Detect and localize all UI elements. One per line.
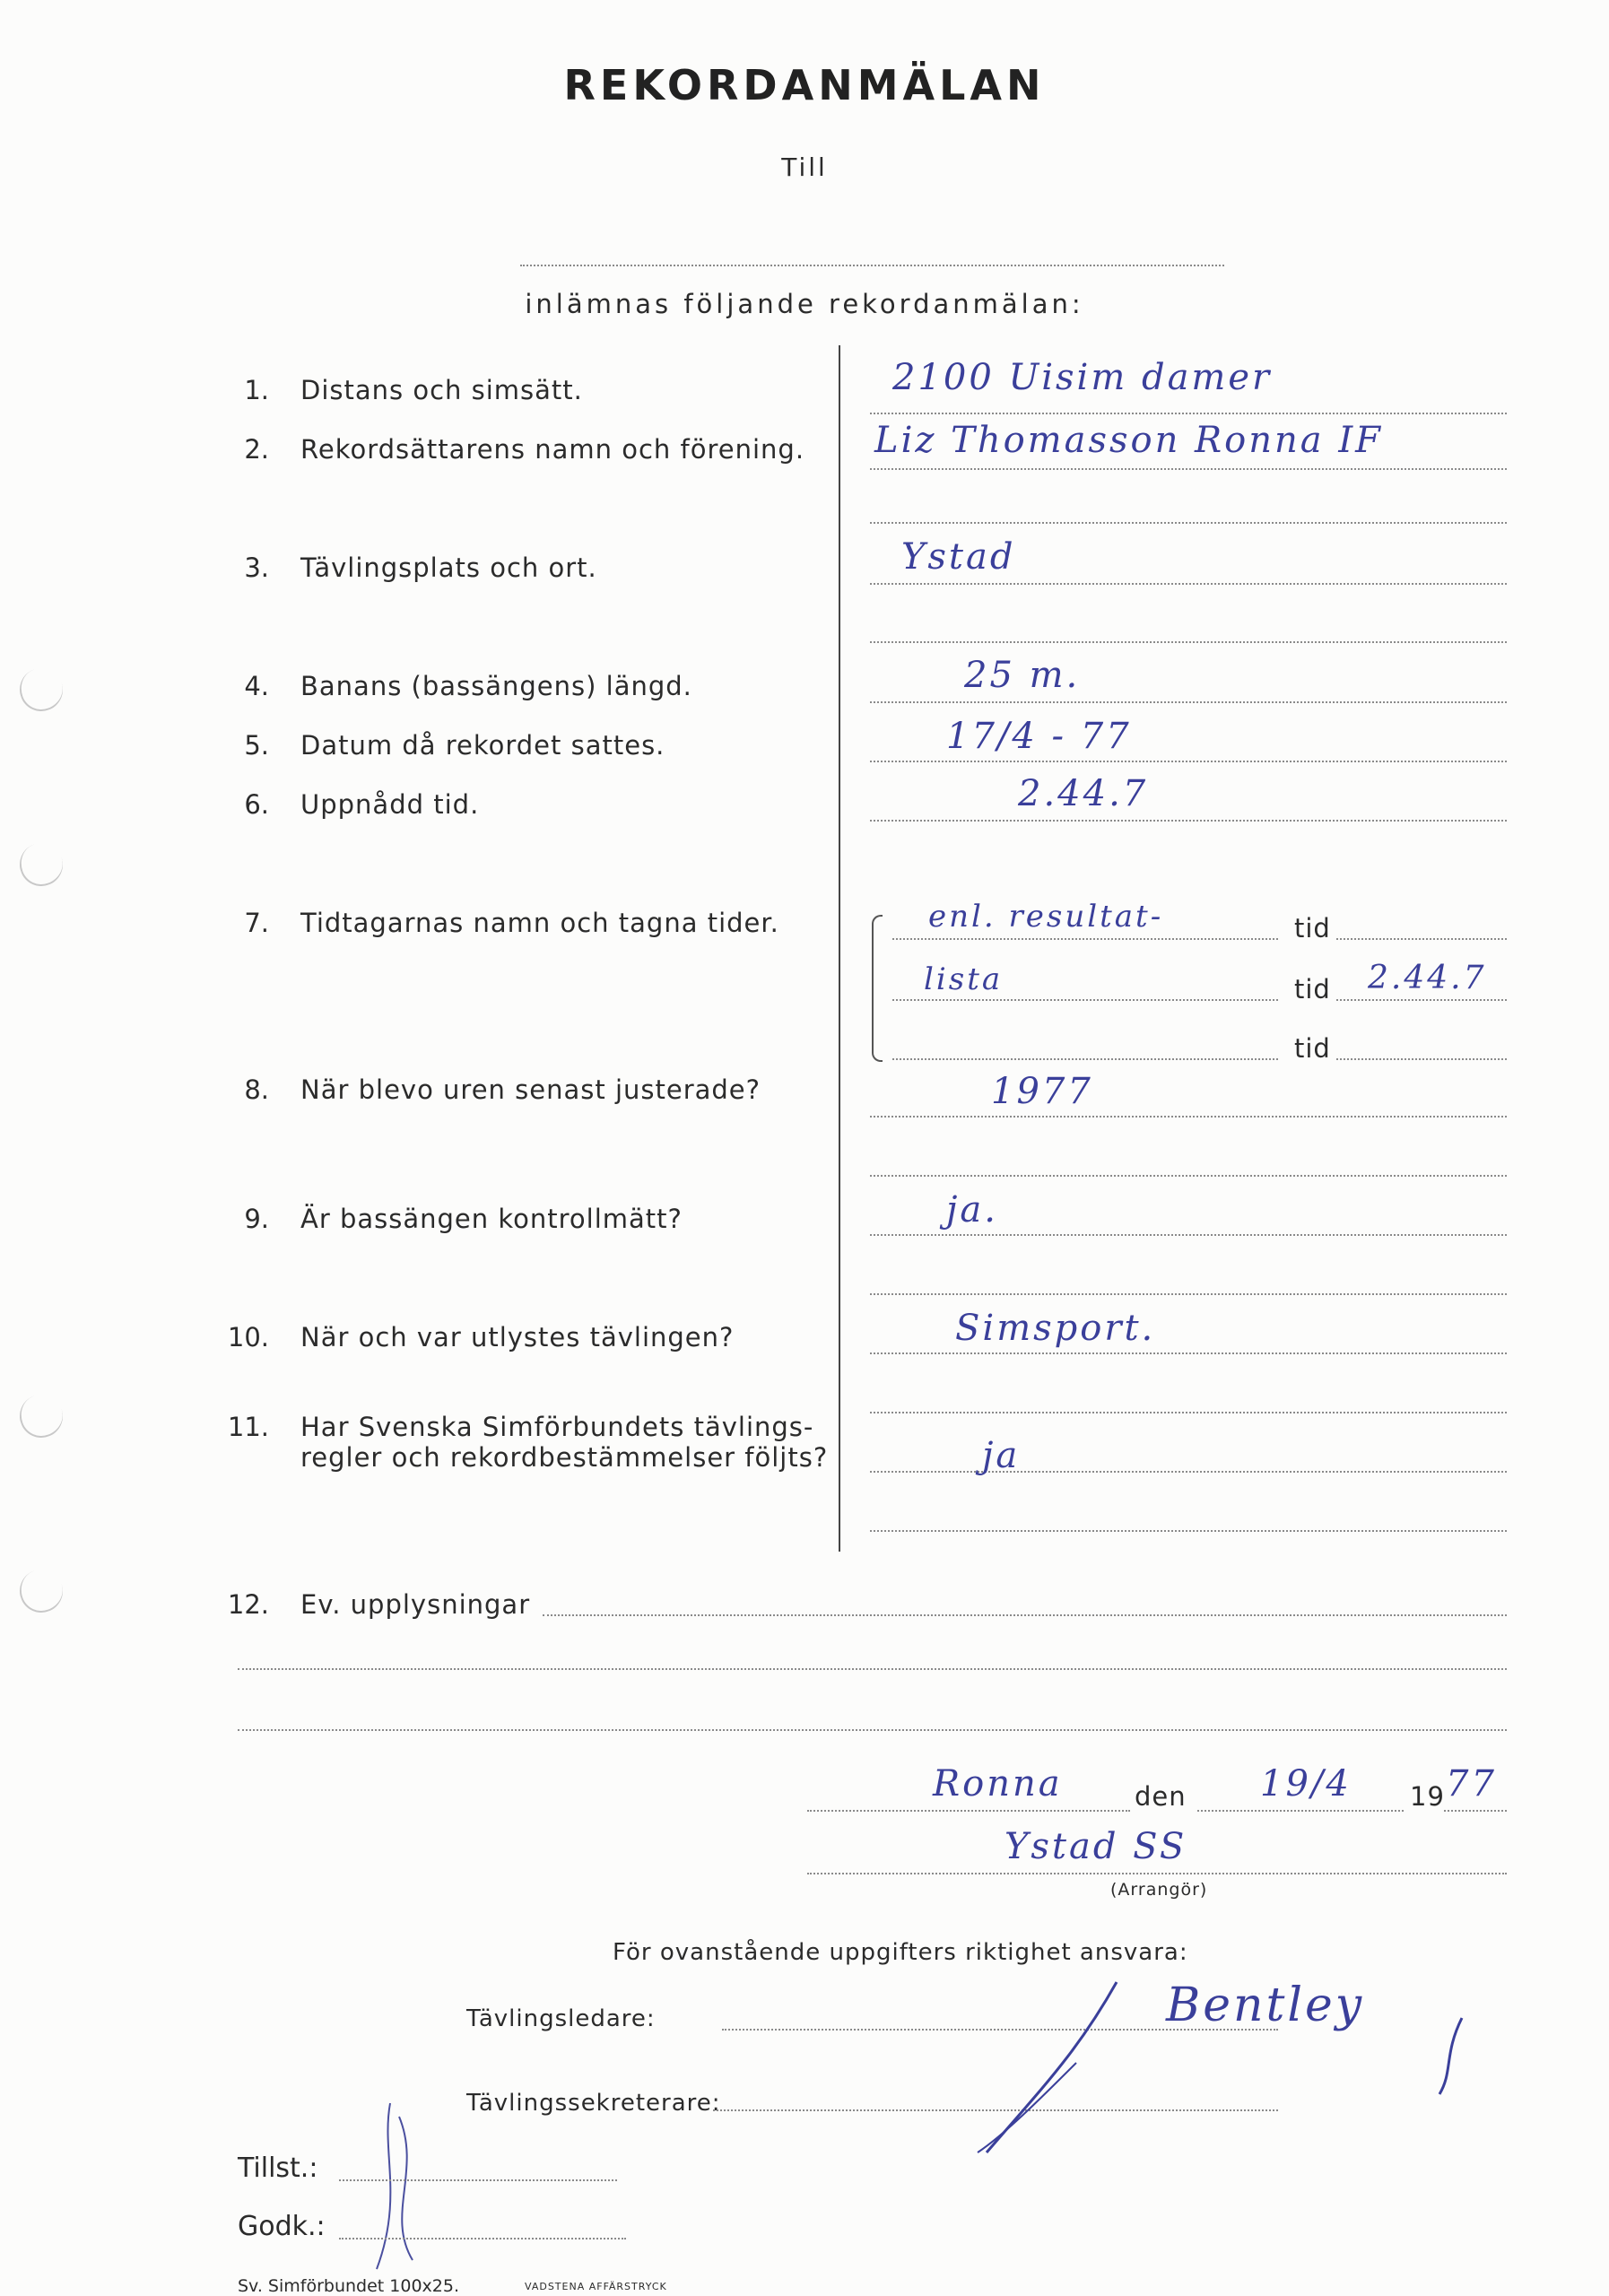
den-label: den	[1135, 1781, 1187, 1812]
question-text: Banans (bassängens) längd.	[300, 671, 692, 701]
organizer-label: (Arrangör)	[1110, 1880, 1208, 1900]
answer-swimmer: Liz Thomasson Ronna IF	[874, 420, 1383, 461]
question-number: 9.	[244, 1204, 269, 1234]
answer-distance: 2100 Uisim damer	[892, 357, 1273, 398]
timer-time: 2.44.7	[1368, 960, 1487, 996]
question-text-cont: regler och rekordbestämmelser följts?	[300, 1442, 829, 1473]
answer-date: 17/4 - 77	[946, 716, 1132, 757]
question-text: Har Svenska Simförbundets tävlings-	[300, 1412, 814, 1442]
question-text: Tidtagarnas namn och tagna tider.	[300, 908, 779, 938]
timer-tid-label: tid	[1294, 1033, 1331, 1064]
timer-name: lista	[924, 961, 1004, 997]
signing-year: 77	[1446, 1763, 1497, 1805]
form-identifier: Sv. Simförbundet 100x25.	[238, 2276, 459, 2296]
question-text: Tävlingsplats och ort.	[300, 552, 597, 583]
answer-time: 2.44.7	[1018, 773, 1149, 814]
answer-pool-length: 25 m.	[964, 655, 1081, 696]
signing-date: 19/4	[1260, 1763, 1352, 1805]
tillst-line[interactable]	[339, 2179, 617, 2181]
leader-label: Tävlingsledare:	[466, 2005, 656, 2032]
question-number: 3.	[244, 552, 269, 583]
timer-name: enl. resultat-	[928, 899, 1164, 935]
answer-venue: Ystad	[901, 536, 1016, 578]
godk-line[interactable]	[339, 2238, 626, 2239]
question-number: 12.	[227, 1589, 269, 1620]
question-number: 2.	[244, 434, 269, 465]
question-text: Rekordsättarens namn och förening.	[300, 434, 805, 465]
answer-rules-followed: ja	[982, 1435, 1021, 1476]
printer-name: VADSTENA AFFÄRSTRYCK	[525, 2281, 667, 2292]
leader-signature: Bentley	[1166, 1979, 1365, 2032]
responsibility-intro: För ovanstående uppgifters riktighet ansvara:	[613, 1939, 1188, 1966]
question-text: Är bassängen kontrollmätt?	[300, 1204, 683, 1234]
question-text: Distans och simsätt.	[300, 375, 583, 405]
question-text: Ev. upplysningar	[300, 1589, 531, 1620]
question-number: 4.	[244, 671, 269, 701]
timer-tid-label: tid	[1294, 913, 1331, 944]
question-text: När och var utlystes tävlingen?	[300, 1322, 735, 1352]
question-number: 7.	[244, 908, 269, 938]
intro-text: inlämnas följande rekordanmälan:	[525, 289, 1084, 319]
organizer-name: Ystad SS	[1005, 1826, 1187, 1867]
answer-announced: Simsport.	[955, 1308, 1156, 1349]
godk-label: Godk.:	[238, 2211, 326, 2242]
question-number: 11.	[227, 1412, 269, 1442]
question-number: 6.	[244, 789, 269, 820]
form-title: REKORDANMÄLAN	[563, 61, 1046, 109]
signing-place: Ronna	[933, 1763, 1063, 1805]
question-text: Datum då rekordet sattes.	[300, 730, 665, 761]
tillst-label: Tillst.:	[238, 2152, 318, 2184]
question-number: 1.	[244, 375, 269, 405]
answer-clock-check: 1977	[991, 1071, 1093, 1112]
year-prefix: 19	[1410, 1781, 1445, 1812]
question-text: Uppnådd tid.	[300, 789, 480, 820]
question-text: När blevo uren senast justerade?	[300, 1074, 761, 1105]
till-label: Till	[781, 152, 828, 182]
timer-tid-label: tid	[1294, 974, 1331, 1004]
question-number: 8.	[244, 1074, 269, 1105]
question-number: 10.	[227, 1322, 269, 1352]
answer-pool-measured: ja.	[946, 1189, 998, 1231]
secretary-label: Tävlingssekreterare:	[466, 2090, 721, 2117]
question-number: 5.	[244, 730, 269, 761]
